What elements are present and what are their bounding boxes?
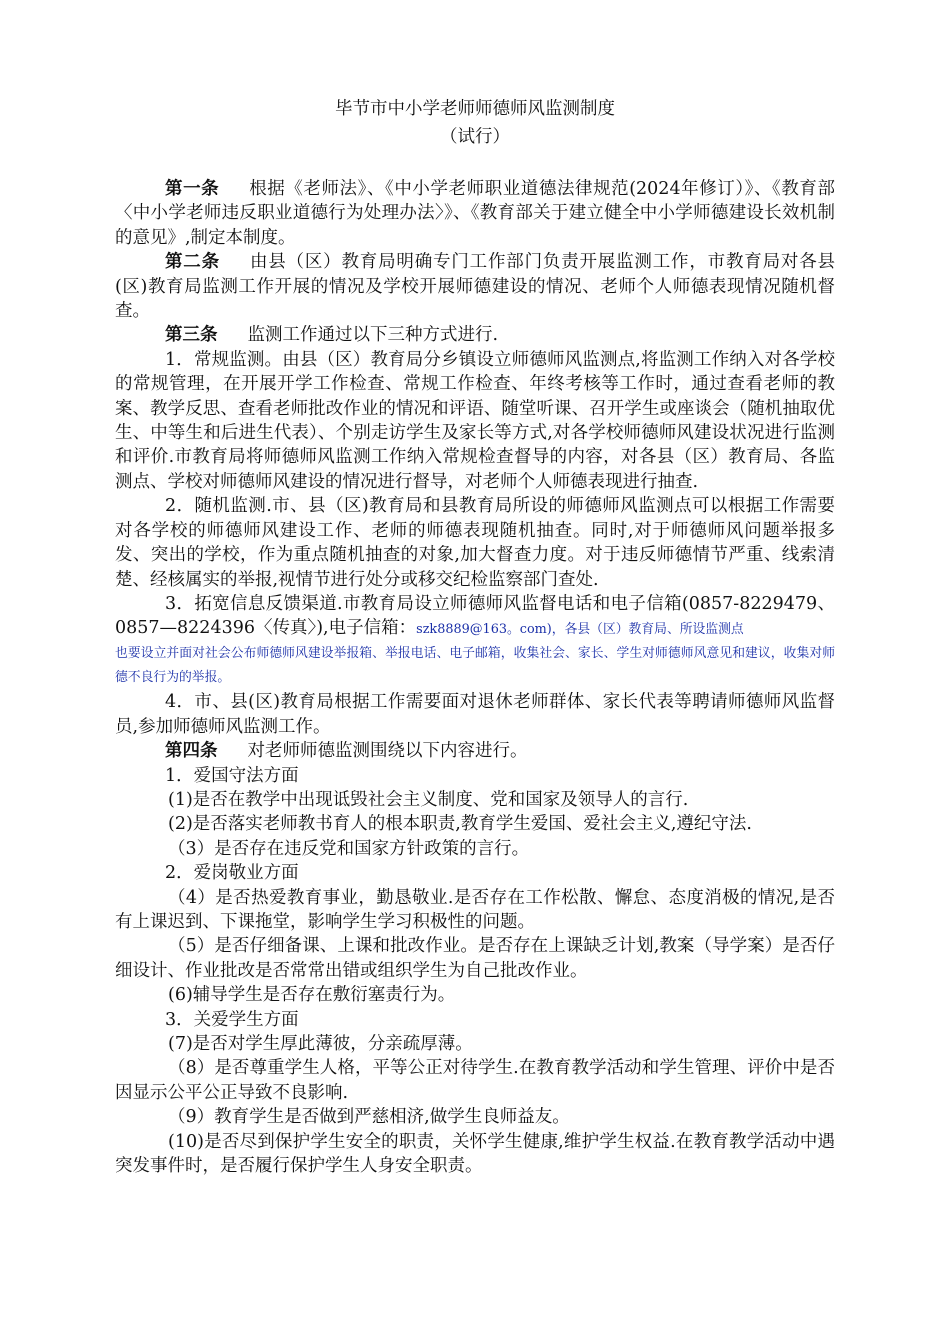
article-text: 根据《老师法》、《中小学老师职业道德法律规范(2024年修订）》、《教育部〈中小学老师违反职业道德行为处理办法〉》、《教育部关于建立健全中小学师德建设长效机制的意见》,制定本制度。 — [115, 179, 836, 248]
question-7: (7)是否对学生厚此薄彼，分亲疏厚薄。 — [168, 1034, 473, 1054]
section-heading-3: 3．关爱学生方面 — [165, 1009, 299, 1030]
article-1 — [115, 177, 835, 250]
section-heading-1: 1．爱国守法方面 — [165, 765, 299, 786]
article-label: 第二条 — [165, 252, 220, 273]
article-text: 对老师师德监测围绕以下内容进行。 — [247, 741, 528, 762]
article-label: 第一条 — [165, 179, 220, 199]
article-label: 第四条 — [165, 741, 218, 762]
article-3 — [115, 323, 835, 347]
section-heading-2: 2．爱岗敬业方面 — [165, 863, 299, 884]
question-9: （9）教育学生是否做到严慈相济,做学生良师益友。 — [168, 1107, 570, 1128]
article-text: 由县（区）教育局明确专门工作部门负责开展监测工作，市教育局对各县(区)教育局监测工作开展的情况及学校开展师德建设的情况、老师个人师德表现情况随机督查。 — [115, 252, 836, 322]
article-text: 监测工作通过以下三种方式进行. — [247, 325, 499, 346]
question-10: (10)是否尽到保护学生安全的职责，关怀学生健康,维护学生权益.在教育教学活动中遇突发事件时，是否履行保护学生人身安全职责。 — [115, 1131, 835, 1177]
article-3-item-3 — [115, 592, 835, 642]
question-4: （4）是否热爱教育事业，勤恳敬业.是否存在工作松散、懈怠、态度消极的情况,是否有上课迟到、下课拖堂，影响学生学习积极性的问题。 — [115, 887, 835, 932]
question-1: (1)是否在教学中出现诋毁社会主义制度、党和国家及领导人的言行. — [168, 789, 689, 810]
article-4 — [115, 739, 835, 763]
article-3-item-4: 4．市、县(区)教育局根据工作需要面对退休老师群体、家长代表等聘请师德师风监督员,参加师德师风监测工作。 — [115, 692, 835, 737]
question-6: (6)辅导学生是否存在敷衍塞责行为。 — [168, 985, 456, 1006]
question-3: （3）是否存在违反党和国家方针政策的言行。 — [168, 838, 530, 859]
article-3-item-3-continuation: 也要设立并面对社会公布师德师风建设举报箱、举报电话、电子邮箱，收集社会、家长、学生对师德师风意见和建议，收集对师德不良行为的举报。 — [115, 646, 835, 686]
question-2: (2)是否落实老师教书育人的根本职责,教育学生爱国、爱社会主义,遵纪守法. — [168, 814, 752, 835]
article-3-item-1: 1．常规监测。由县（区）教育局分乡镇设立师德师风监测点,将监测工作纳入对各学校的常规管理，在开展开学工作检查、常规工作检查、年终考核等工作时，通过查看老师的教案、教学反思、查看老师批改作业的情况和评语、随堂听课、召开学生或座谈会（随机抽取优生、中等生和后进生代表）、个别走访学生及家长等方式,对各学校师德师风建设状况进行监测和评价.市教育局将师德师风监测工作纳入常规检查督导的内容，对各县（区）教育局、各监测点、学校对师德师风建设的情况进行督导，对老师个人师德表现进行抽查. — [115, 349, 835, 492]
article-3-item-2: 2．随机监测.市、县（区)教育局和县教育局所设的师德师风监测点可以根据工作需要对各学校的师德师风建设工作、老师的师德表现随机抽查。同时,对于师德师风问题举报多发、突出的学校，作为重点随机抽查的对象,加大督查力度。对于违反师德情节严重、线索清楚、经核属实的举报,视情节进行处分或移交纪检监察部门查处. — [115, 496, 835, 590]
article-2 — [115, 250, 835, 323]
document-page — [115, 95, 835, 1178]
question-8: （8）是否尊重学生人格，平等公正对待学生.在教育教学活动和学生管理、评价中是否因显示公平公正导致不良影响. — [115, 1058, 835, 1103]
item-3-email-text: szk8889@163。com)，各县（区）教育局、所设监测点 — [416, 622, 744, 638]
document-subtitle: （试行） — [440, 127, 510, 147]
document-title: 毕节市中小学老师师德师风监测制度 — [335, 99, 615, 119]
article-label: 第三条 — [165, 325, 218, 346]
item-3-main-text: 3．拓宽信息反馈渠道.市教育局设立师德师风监督电话和电子信箱(0857-8229479、0857—8224396〈传真〉),电子信箱： — [115, 593, 835, 639]
question-5: （5）是否仔细备课、上课和批改作业。是否存在上课缺乏计划,教案（导学案）是否仔细设计、作业批改是否常常出错或组织学生为自己批改作业。 — [115, 936, 835, 981]
